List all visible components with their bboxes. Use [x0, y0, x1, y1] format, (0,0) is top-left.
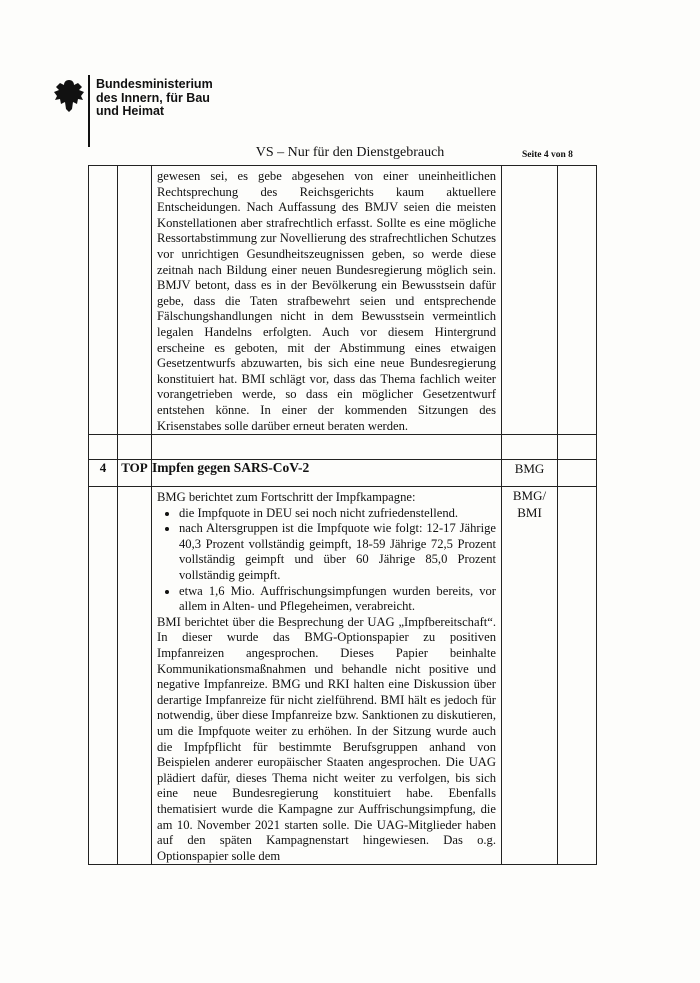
- ministry-name: [96, 78, 213, 119]
- ministry-line-3: und Heimat: [96, 104, 165, 118]
- agenda-title: Impfen gegen SARS-CoV-2: [152, 460, 502, 487]
- list-item: • nach Altersgruppen ist die Impfquote wie folgt: 12-17 Jährige 40,3 Prozent vollständig geimpft, 18-59 Jährige 72,5 Prozent vollständig geimpft und über 60 Jährige 85,0 Prozent vollständig geimpft.: [179, 521, 496, 583]
- list-item: • die Impfquote in DEU sei noch nicht zufriedenstellend.: [179, 506, 496, 522]
- classification-label: VS – Nur für den Dienstgebrauch: [255, 145, 445, 160]
- agenda-number: 4: [89, 460, 118, 487]
- report-responsible-line-2: BMI: [517, 505, 542, 521]
- report-responsible: [502, 487, 558, 865]
- table-row: [89, 487, 597, 865]
- list-item: • etwa 1,6 Mio. Auffrischungsimpfungen wurden bereits, vor allem in Alten- und Pflegeheimen, verabreicht.: [179, 584, 496, 615]
- table-row: [89, 435, 597, 460]
- ministry-line-1: Bundesministerium: [96, 77, 213, 91]
- logo-divider: [88, 75, 90, 147]
- agenda-item-row: [89, 460, 597, 487]
- agenda-responsible: BMG: [502, 460, 558, 487]
- report-cell: [152, 487, 502, 865]
- protocol-table: [88, 165, 597, 865]
- ministry-line-2: des Innern, für Bau: [96, 90, 210, 105]
- agenda-label: TOP: [118, 460, 152, 487]
- page-number: Seite 4 von 8: [522, 150, 573, 160]
- report-responsible-line-1: BMG/: [512, 488, 547, 504]
- report-paragraph: BMI berichtet über die Besprechung der UAG „Impfbereitschaft“. In dieser wurde das BMG-Optionspapier zu positiven Impfanreizen angesprochen. Dieses Papier beinhalte Kommunikationsmaßnahmen und behandle nicht positive und negative Impfanreize. BMG und RKI halten eine Diskussion über derartige Impfanreize für nicht zielführend. BMI hält es jedoch für notwendig, über diese Impfanreize bzw. Sanktionen zu diskutieren, um die Impfquote weiter zu erhöhen. In der Sitzung wurde auch die Impfpflicht für bestimmte Berufsgruppen anhand von Beispielen anderer europäischer Staaten angesprochen. Die UAG plädiert dafür, dieses Thema nicht weiter zu verfolgen, bis sich eine neue Bundesregierung konstituiert habe. Ebenfalls thematisiert wurde die Kampagne zur Auffrischungsimpfung, die am 10. November 2021 starten solle. Die UAG-Mitglieder haben auf den späten Kampagnenstart hingewiesen. Das o.g. Optionspapier solle dem: [157, 614, 496, 863]
- federal-eagle-logo: [52, 78, 86, 114]
- continuation-paragraph: gewesen sei, es gebe abgesehen von einer uneinheitlichen Rechtsprechung des Reichsgerichts kaum aktuellere Entscheidungen. Nach Auffassung des BMJV seien die meisten Konstellationen aber strafrechtlich erfasst. Sollte es eine mögliche Ressortabstimmung zur Novellierung des strafrechtlichen Schutzes vor unrichtigen Gesundheitszeugnissen geben, so werde diese zeitnah nach Bildung einer neuen Bundesregierung möglich sein. BMJV betont, dass es in der Bevölkerung ein Bewusstsein dafür gebe, dass die Taten strafbewehrt seien und entsprechende Fälschungshandlungen nicht in dem Bewusstsein vermeintlich legalen Handelns erfolgten. Auch vor diesem Hintergrund erscheine es geboten, mit der Abstimmung eines etwaigen Gesetzentwurfs abzuwarten, bis sich eine neue Bundesregierung konstituiert hat. BMI schlägt vor, dass das Thema fachlich weiter vorangetrieben werde, so dass ein möglicher Gesetzentwurf entstehen könne. In einer der kommenden Sitzungen des Krisenstabes solle darüber erneut beraten werden.: [157, 169, 496, 433]
- report-bullet-list: [157, 506, 496, 615]
- table-row: [89, 166, 597, 435]
- report-intro: BMG berichtet zum Fortschritt der Impfkampagne:: [157, 490, 416, 505]
- continuation-cell: [152, 166, 502, 435]
